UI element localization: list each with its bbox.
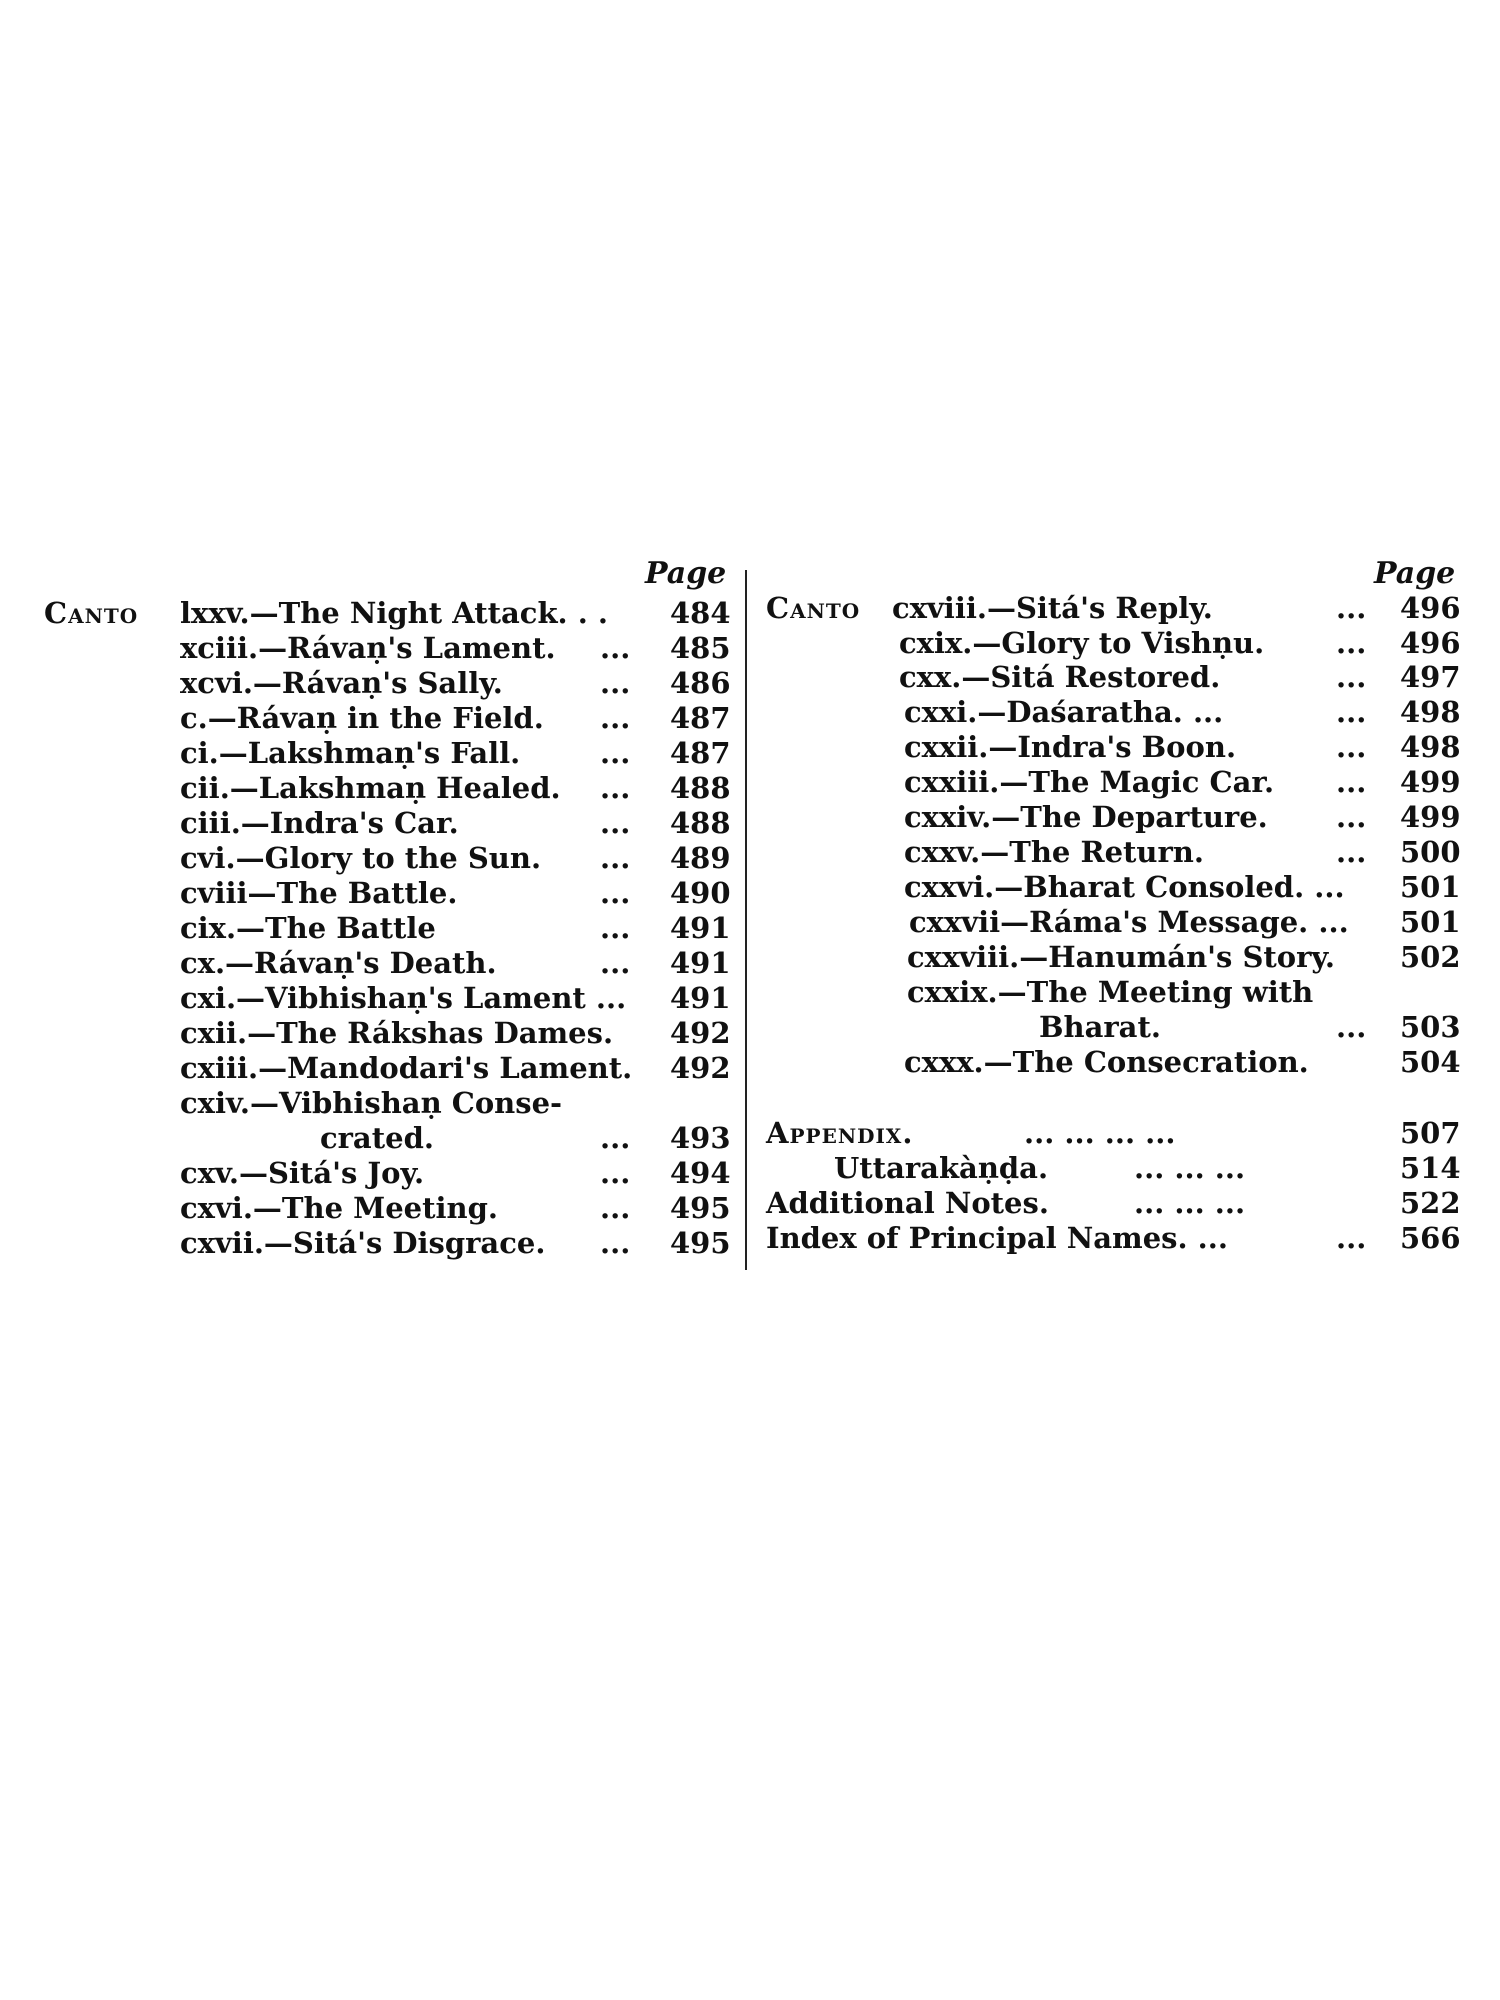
toc-entry: cxv.—Sitá's Joy. <box>180 1156 425 1190</box>
toc-row <box>40 596 730 632</box>
leader-dots: ... <box>600 876 631 910</box>
canto-label: Canto <box>44 596 139 630</box>
toc-row <box>764 870 1460 906</box>
toc-row <box>40 701 730 737</box>
page-number: 499 <box>1400 765 1461 799</box>
page-number: 485 <box>670 631 731 665</box>
leader-dots: ... <box>1336 1010 1367 1044</box>
toc-row <box>40 736 730 772</box>
toc-row <box>764 695 1460 731</box>
page-number: 501 <box>1400 905 1461 939</box>
page-number: 502 <box>1400 940 1461 974</box>
toc-row <box>764 1151 1460 1187</box>
toc-entry: cxxx.—The Consecration. <box>904 1045 1309 1079</box>
toc-entry: c.—Rávaṇ in the Field. <box>180 701 544 735</box>
toc-row <box>764 626 1460 662</box>
toc-row <box>40 911 730 947</box>
page-number: 566 <box>1400 1221 1461 1255</box>
toc-row <box>40 1086 730 1122</box>
leader-dots: ... <box>1336 800 1367 834</box>
toc-entry: cxx.—Sitá Restored. <box>899 660 1221 694</box>
leader-dots: ... <box>1336 626 1367 660</box>
leader-dots: ... <box>600 841 631 875</box>
toc-entry: cxiii.—Mandodari's Lament. <box>180 1051 633 1085</box>
page-number: 503 <box>1400 1010 1461 1044</box>
toc-entry: Bharat. <box>1039 1010 1161 1044</box>
toc-row <box>764 1116 1460 1152</box>
toc-row <box>40 876 730 912</box>
toc-entry: cxii.—The Rákshas Dames. <box>180 1016 614 1050</box>
leader-dots: ... <box>1336 695 1367 729</box>
toc-entry: Additional Notes. <box>766 1186 1049 1220</box>
toc-entry: ciii.—Indra's Car. <box>180 806 459 840</box>
leader-dots: ... <box>600 946 631 980</box>
page-number: 507 <box>1400 1116 1461 1150</box>
column-divider <box>745 570 747 1270</box>
toc-row <box>764 765 1460 801</box>
toc-row <box>764 730 1460 766</box>
page-column-heading: Page <box>1374 556 1456 591</box>
leader-dots: ... <box>1336 765 1367 799</box>
toc-entry: xciii.—Rávaṇ's Lament. <box>180 631 556 665</box>
toc-row <box>40 771 730 807</box>
toc-entry: cxiv.—Vibhishaṇ Conse- <box>180 1086 563 1120</box>
toc-entry: cxviii.—Sitá's Reply. <box>892 591 1213 625</box>
toc-row <box>764 940 1460 976</box>
leader-dots: ... <box>1336 1221 1367 1255</box>
leader-dots: ... <box>600 1226 631 1260</box>
toc-entry: ci.—Lakshmaṇ's Fall. <box>180 736 521 770</box>
toc-row <box>764 905 1460 941</box>
page-number: 491 <box>670 911 731 945</box>
page-number: 486 <box>670 666 731 700</box>
toc-entry: crated. <box>320 1121 434 1155</box>
page-number: 489 <box>670 841 731 875</box>
toc-entry: xcvi.—Rávaṇ's Sally. <box>180 666 503 700</box>
toc-row <box>40 841 730 877</box>
leader-dots: ... <box>600 666 631 700</box>
page-number: 500 <box>1400 835 1461 869</box>
toc-entry: cx.—Rávaṇ's Death. <box>180 946 497 980</box>
page-number: 501 <box>1400 870 1461 904</box>
toc-row <box>40 1156 730 1192</box>
leader-dots: ... <box>1336 835 1367 869</box>
toc-entry: Appendix. <box>766 1116 914 1150</box>
leader-dots: ... <box>600 911 631 945</box>
toc-row <box>40 1191 730 1227</box>
page-column-heading: Page <box>645 556 727 591</box>
leader-dots: ... ... ... <box>1134 1151 1246 1185</box>
toc-row <box>764 800 1460 836</box>
toc-entry: cviii—The Battle. <box>180 876 458 910</box>
toc-entry: lxxv.—The Night Attack. . . <box>180 596 609 630</box>
toc-row <box>40 631 730 667</box>
page-number: 494 <box>670 1156 731 1190</box>
toc-row <box>40 806 730 842</box>
page-number: 495 <box>670 1226 731 1260</box>
toc-row <box>40 1121 730 1157</box>
page-number: 496 <box>1400 591 1461 625</box>
leader-dots: ... <box>1336 660 1367 694</box>
toc-entry: cxxvi.—Bharat Consoled. ... <box>904 870 1345 904</box>
toc-row <box>764 1186 1460 1222</box>
leader-dots: ... ... ... <box>1134 1186 1246 1220</box>
page-number: 495 <box>670 1191 731 1225</box>
toc-entry: cxi.—Vibhishaṇ's Lament ... <box>180 981 627 1015</box>
toc-entry: cxxvii—Ráma's Message. ... <box>909 905 1349 939</box>
page-number: 498 <box>1400 695 1461 729</box>
leader-dots: ... <box>1336 591 1367 625</box>
toc-entry: cxvi.—The Meeting. <box>180 1191 498 1225</box>
toc-entry: cxxi.—Daśaratha. ... <box>904 695 1224 729</box>
toc-row <box>40 1016 730 1052</box>
page-number: 491 <box>670 981 731 1015</box>
toc-row <box>764 835 1460 871</box>
toc-entry: cxxii.—Indra's Boon. <box>904 730 1237 764</box>
toc-row <box>40 666 730 702</box>
toc-row <box>40 946 730 982</box>
toc-row <box>764 660 1460 696</box>
leader-dots: ... <box>600 631 631 665</box>
page-number: 492 <box>670 1016 731 1050</box>
toc-entry: cxxiii.—The Magic Car. <box>904 765 1275 799</box>
toc-row <box>764 1045 1460 1081</box>
page-number: 487 <box>670 736 731 770</box>
toc-row <box>764 975 1460 1011</box>
toc-entry: cvi.—Glory to the Sun. <box>180 841 542 875</box>
page-number: 490 <box>670 876 731 910</box>
page-number: 491 <box>670 946 731 980</box>
page-number: 496 <box>1400 626 1461 660</box>
toc-entry: cix.—The Battle <box>180 911 436 945</box>
page-number: 488 <box>670 806 731 840</box>
toc-entry: cxxviii.—Hanumán's Story. <box>907 940 1336 974</box>
table-of-contents <box>40 556 1460 1276</box>
page-number: 499 <box>1400 800 1461 834</box>
leader-dots: ... <box>600 771 631 805</box>
toc-entry: Uttarakàṇḍa. <box>834 1151 1049 1185</box>
canto-label: Canto <box>766 591 861 625</box>
toc-row <box>40 981 730 1017</box>
page-number: 504 <box>1400 1045 1461 1079</box>
leader-dots: ... <box>600 806 631 840</box>
toc-row <box>764 591 1460 627</box>
toc-entry: cxvii.—Sitá's Disgrace. <box>180 1226 546 1260</box>
leader-dots: ... <box>600 1191 631 1225</box>
toc-row <box>40 1226 730 1262</box>
toc-entry: cii.—Lakshmaṇ Healed. <box>180 771 561 805</box>
page-number: 497 <box>1400 660 1461 694</box>
toc-entry: cxix.—Glory to Vishṇu. <box>899 626 1265 660</box>
page-number: 514 <box>1400 1151 1461 1185</box>
toc-entry: cxxv.—The Return. <box>904 835 1204 869</box>
leader-dots: ... <box>600 701 631 735</box>
page-number: 484 <box>670 596 731 630</box>
page-number: 498 <box>1400 730 1461 764</box>
page-number: 488 <box>670 771 731 805</box>
leader-dots: ... ... ... ... <box>1024 1116 1176 1150</box>
leader-dots: ... <box>1336 730 1367 764</box>
toc-row <box>764 1010 1460 1046</box>
toc-entry: cxxix.—The Meeting with <box>907 975 1314 1009</box>
page-number: 492 <box>670 1051 731 1085</box>
leader-dots: ... <box>600 1156 631 1190</box>
toc-entry: cxxiv.—The Departure. <box>904 800 1268 834</box>
toc-row <box>40 1051 730 1087</box>
leader-dots: ... <box>600 1121 631 1155</box>
page-number: 493 <box>670 1121 731 1155</box>
page-number: 487 <box>670 701 731 735</box>
page-number: 522 <box>1400 1186 1461 1220</box>
toc-row <box>764 1221 1460 1257</box>
leader-dots: ... <box>600 736 631 770</box>
toc-entry: Index of Principal Names. ... <box>766 1221 1228 1255</box>
